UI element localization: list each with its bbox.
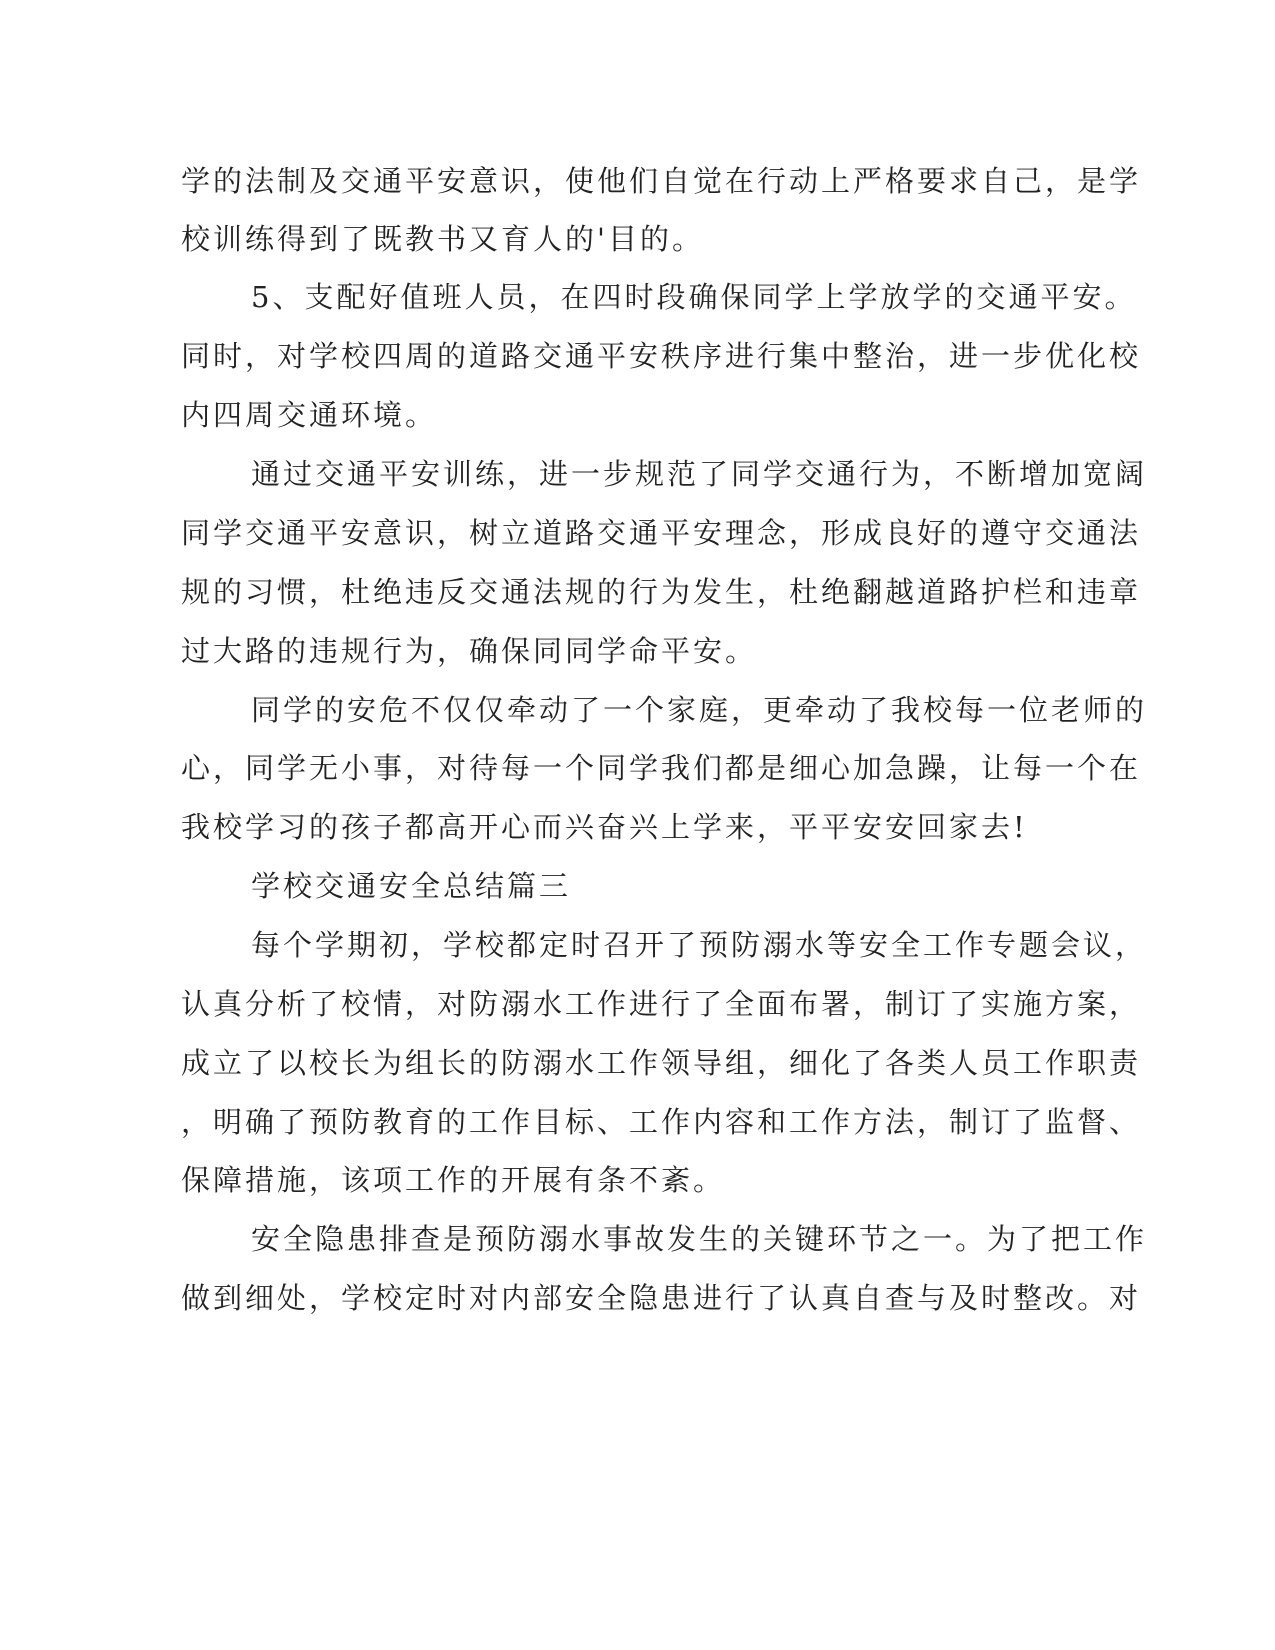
text-line: 保障措施，该项工作的开展有条不紊。 — [181, 1163, 726, 1197]
section-heading: 学校交通安全总结篇三 — [251, 869, 572, 903]
text-line: 校训练得到了既教书又育人的'目的。 — [181, 222, 704, 256]
paragraph-line: 同学的安危不仅仅牵动了一个家庭，更牵动了我校每一位老师的 — [251, 693, 1148, 727]
paragraph-line: 5、支配好值班人员，在四时段确保同学上学放学的交通平安。 — [251, 280, 1137, 314]
text-line: 内四周交通环境。 — [181, 398, 438, 432]
text-line: 同时，对学校四周的道路交通平安秩序进行集中整治，进一步优化校 — [181, 339, 1142, 373]
text-line: 规的习惯，杜绝违反交通法规的行为发生，杜绝翻越道路护栏和违章 — [181, 575, 1142, 609]
text-line: 心，同学无小事，对待每一个同学我们都是细心加急躁，让每一个在 — [181, 751, 1142, 785]
text-line: 我校学习的孩子都高开心而兴奋兴上学来，平平安安回家去! — [181, 810, 1028, 844]
text-line: 同学交通平安意识，树立道路交通平安理念，形成良好的遵守交通法 — [181, 516, 1142, 550]
text-line: 做到细处，学校定时对内部安全隐患进行了认真自查与及时整改。对 — [181, 1281, 1142, 1315]
paragraph-line: 通过交通平安训练，进一步规范了同学交通行为，不断增加宽阔 — [251, 457, 1148, 491]
paragraph-line: 安全隐患排查是预防溺水事故发生的关键环节之一。为了把工作 — [251, 1222, 1148, 1256]
text-line: 过大路的违规行为，确保同同学命平安。 — [181, 634, 758, 668]
text-line: 成立了以校长为组长的防溺水工作领导组，细化了各类人员工作职责 — [181, 1046, 1142, 1080]
paragraph-line: 每个学期初，学校都定时召开了预防溺水等安全工作专题会议， — [251, 928, 1148, 962]
text-line: 学的法制及交通平安意识，使他们自觉在行动上严格要求自己，是学 — [181, 164, 1142, 198]
text-line: 认真分析了校情，对防溺水工作进行了全面布署，制订了实施方案， — [181, 987, 1142, 1021]
text-line: ，明确了预防教育的工作目标、工作内容和工作方法，制订了监督、 — [181, 1105, 1142, 1139]
